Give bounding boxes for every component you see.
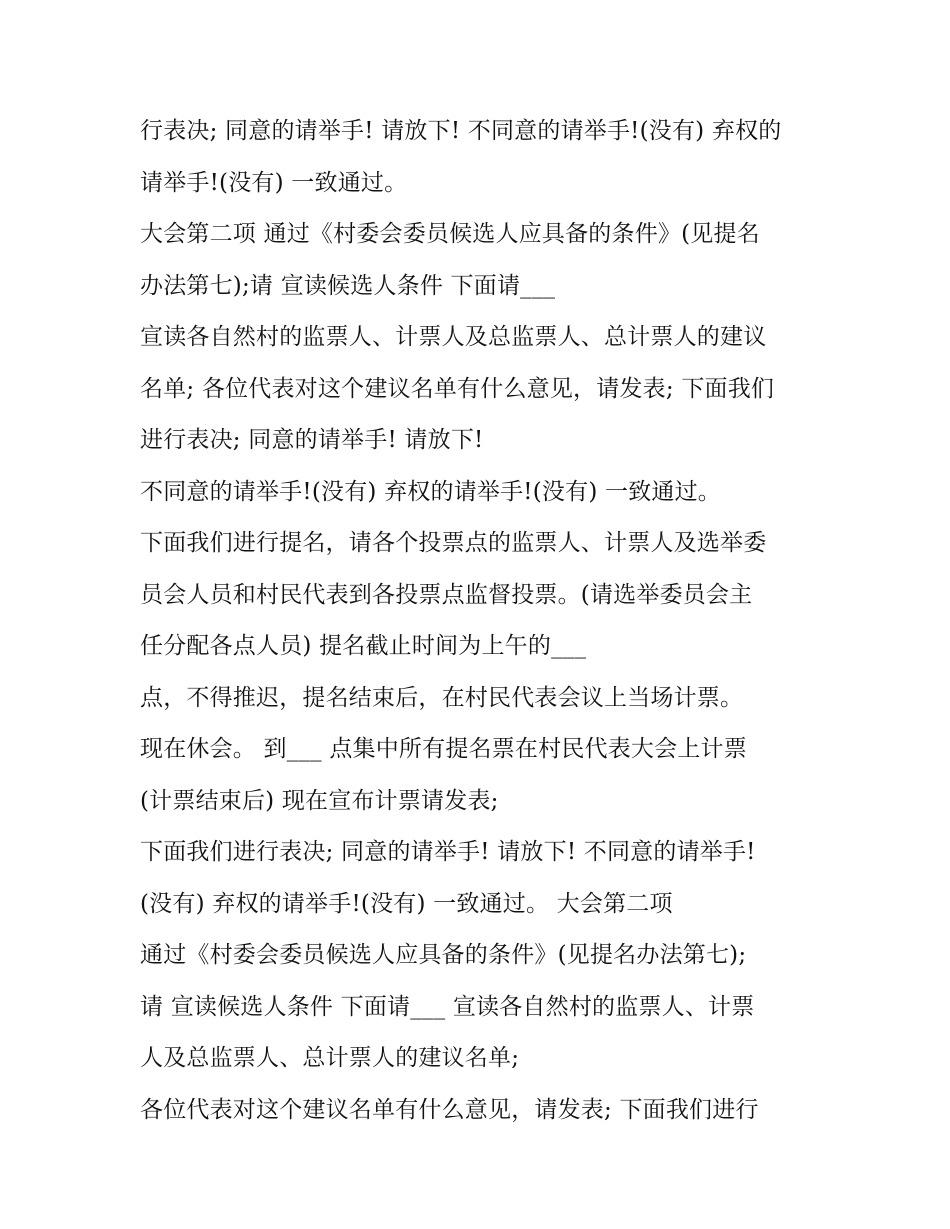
text-line: 人及总监票人、总计票人的建议名单; [140, 1045, 520, 1071]
text-line: 下面我们进行表决; 同意的请举手! 请放下! 不同意的请举手! [140, 839, 756, 865]
text-line: 下面我们进行提名，请各个投票点的监票人、计票人及选举委 [140, 530, 767, 556]
text-line: 现在休会。 到___ 点集中所有提名票在村民代表大会上计票 [140, 736, 747, 762]
text-line: 请 宣读候选人条件 下面请___ 宣读各自然村的监票人、计票 [140, 993, 755, 1020]
text-line: 通过《村委会委员候选人应具备的条件》(见提名办法第七); [140, 942, 747, 968]
text-line: 任分配各点人员) 提名截止时间为上午的___ [140, 633, 587, 659]
text-line: 各位代表对这个建议名单有什么意见，请发表; 下面我们进行 [140, 1096, 759, 1123]
text-line: 点，不得推迟，提名结束后，在村民代表会议上当场计票。 [140, 684, 744, 711]
text-line: 宣读各自然村的监票人、计票人及总监票人、总计票人的建议 [140, 324, 767, 350]
text-line: 不同意的请举手!(没有) 弃权的请举手!(没有) 一致通过。 [140, 478, 721, 505]
text-line: 进行表决; 同意的请举手! 请放下! [140, 427, 484, 453]
document-body [140, 106, 820, 1136]
text-line: 行表决; 同意的请举手! 请放下! 不同意的请举手!(没有) 弃权的 [140, 118, 782, 144]
text-line: (计票结束后) 现在宣布计票请发表; [140, 787, 499, 814]
text-line: 办法第七);请 宣读候选人条件 下面请___ [140, 272, 556, 299]
text-line: 大会第二项 通过《村委会委员候选人应具备的条件》(见提名 [140, 221, 760, 247]
text-line: (没有) 弃权的请举手!(没有) 一致通过。 大会第二项 [140, 890, 673, 917]
text-line: 请举手!(没有) 一致通过。 [140, 169, 408, 196]
text-line: 名单; 各位代表对这个建议名单有什么意见，请发表; 下面我们 [140, 375, 775, 402]
text-line: 员会人员和村民代表到各投票点监督投票。(请选举委员会主 [140, 581, 753, 608]
